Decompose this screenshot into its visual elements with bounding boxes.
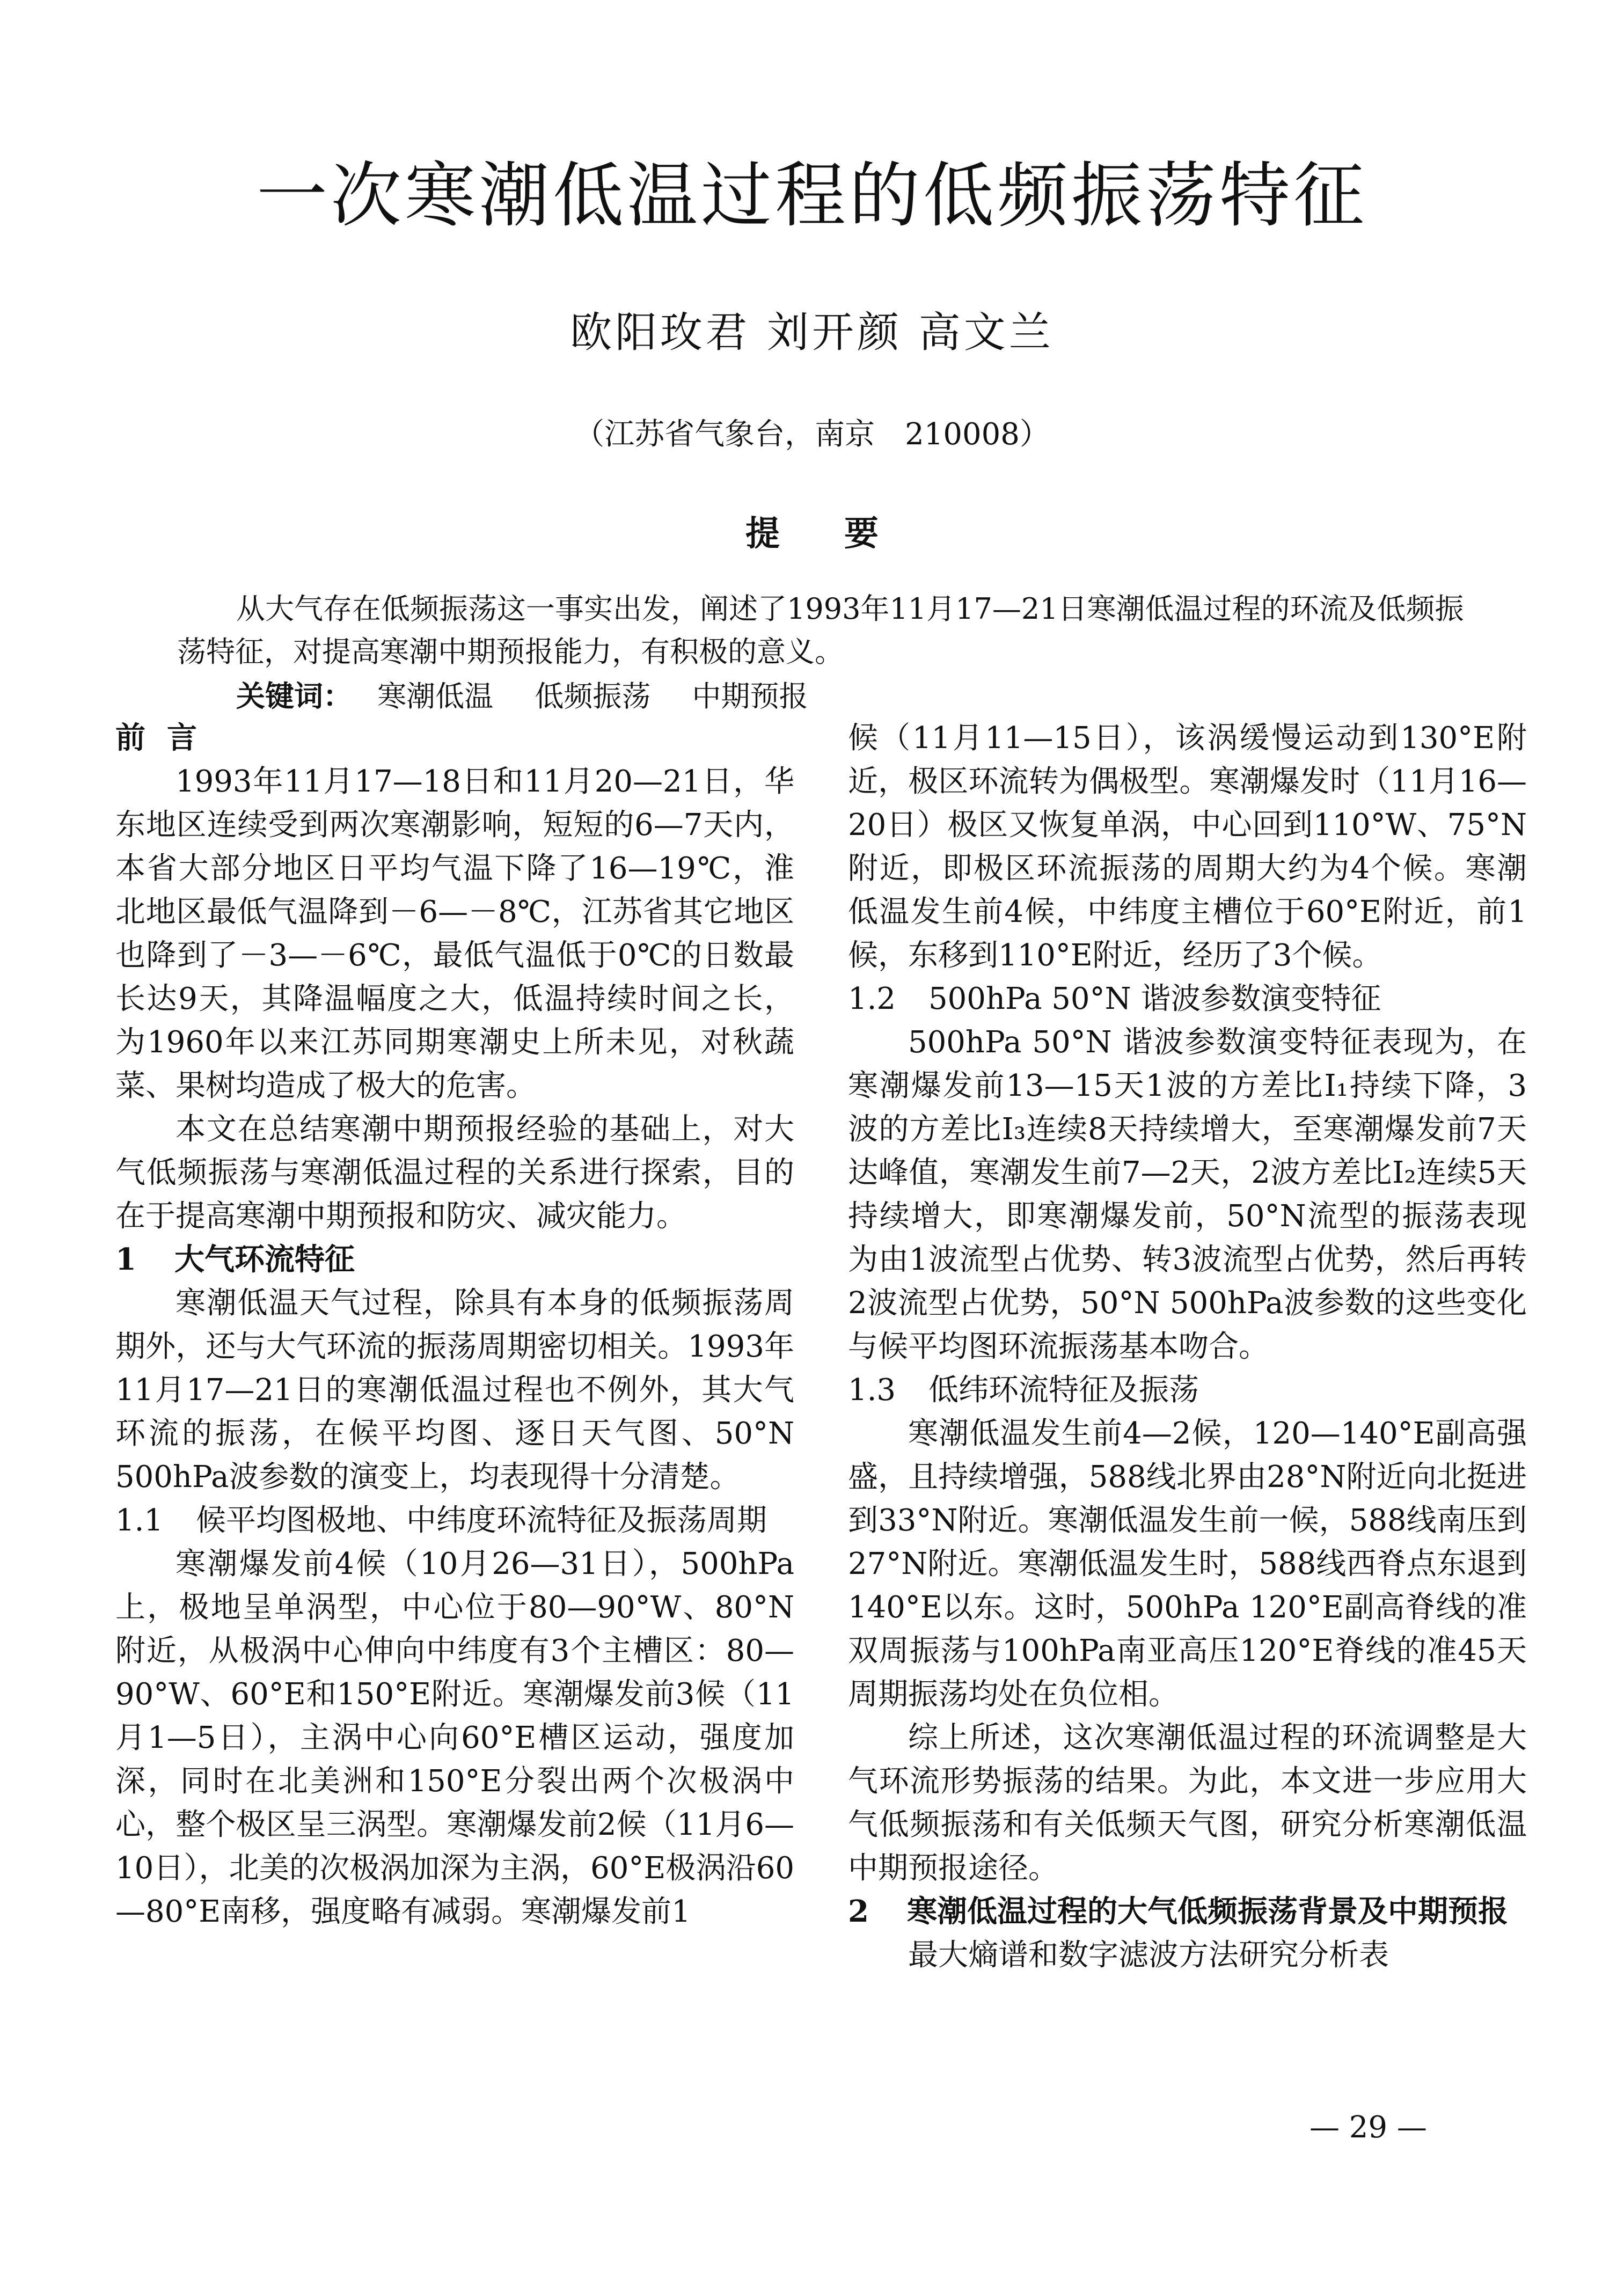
section-title: 大气环流特征 [174,1242,355,1277]
body-paragraph: 1993年11月17—18日和11月20—21日，华东地区连续受到两次寒潮影响，短短的6—7天内，本省大部分地区日平均气温下降了16—19℃，淮北地区最低气温降到－6—－8℃，江苏省其它地区也降到了－3—－6℃，最低气温低于0℃的日数最长达9天，其降温幅度之大，低温持续时间之长，为1960年以来江苏同期寒潮史上所未见，对秋蔬菜、果树均造成了极大的危害。 [115,764,794,1103]
left-column [115,716,794,1933]
subsection-number: 1.3 [848,1373,896,1408]
body-paragraph: 500hPa 50°N 谐波参数演变特征表现为，在寒潮爆发前13—15天1波的方差比I₁持续下降，3波的方差比I₃连续8天持续增大，至寒潮爆发前7天达峰值，寒潮发生前7—2天，2波方差比I₂连续5天持续增大，即寒潮爆发前，50°N流型的振荡表现为由1波流型占优势、转3波流型占优势，然后再转2波流型占优势，50°N 500hPa波参数的这些变化与候平均图环流振荡基本吻合。 [848,1025,1527,1364]
subsection-title: 候平均图极地、中纬度环流特征及振荡周期 [196,1503,767,1538]
section-heading [848,1890,1527,1933]
keyword: 寒潮低温 [377,679,494,713]
section-heading [115,1238,794,1281]
subsection-heading [115,1499,794,1542]
affiliation: （江苏省气象台，南京 210008） [574,417,1050,452]
keyword: 中期预报 [692,679,808,713]
authors: 欧阳玫君 刘开颜 高文兰 [570,309,1054,357]
section-number: 2 [848,1894,869,1929]
body-paragraph: 寒潮低温发生前4—2候，120—140°E副高强盛，且持续增强，588线北界由28°N附近向北挺进到33°N附近。寒潮低温发生前一候，588线南压到27°N附近。寒潮低温发生时，588线西脊点东退到140°E以东。这时，500hPa 120°E副高脊线的准双周振荡与100hPa南亚高压120°E脊线的准45天周期振荡均处在负位相。 [848,1416,1527,1712]
subsection-title: 低纬环流特征及振荡 [928,1373,1199,1408]
body-paragraph: 最大熵谱和数字滤波方法研究分析表 [908,1938,1389,1973]
section-title: 寒潮低温过程的大气低频振荡背景及中期预报 [907,1894,1508,1929]
paper-title: 一次寒潮低温过程的低频振荡特征 [257,155,1367,237]
keywords-label: 关键词： [236,679,352,713]
body-paragraph: 本文在总结寒潮中期预报经验的基础上，对大气低频振荡与寒潮低温过程的关系进行探索，目的在于提高寒潮中期预报和防灾、减灾能力。 [115,1112,794,1234]
subsection-number: 1.2 [848,981,896,1016]
right-column [848,716,1527,1977]
subsection-number: 1.1 [115,1503,164,1538]
section-number: 1 [115,1242,136,1277]
subsection-heading [848,1368,1527,1412]
body-paragraph: 寒潮爆发前4候（10月26—31日），500hPa上，极地呈单涡型，中心位于80—90°W、80°N附近，从极涡中心伸向中纬度有3个主槽区：80—90°W、60°E和150°E附近。寒潮爆发前3候（11月1—5日），主涡中心向60°E槽区运动，强度加深，同时在北美洲和150°E分裂出两个次极涡中心，整个极区呈三涡型。寒潮爆发前2候（11月6—10日），北美的次极涡加深为主涡，60°E极涡沿60—80°E南移，强度略有减弱。寒潮爆发前1 [115,1547,794,1929]
subsection-title: 500hPa 50°N 谐波参数演变特征 [928,981,1381,1016]
subsection-heading [848,977,1527,1021]
body-paragraph: 寒潮低温天气过程，除具有本身的低频振荡周期外，还与大气环流的振荡周期密切相关。1993年11月17—21日的寒潮低温过程也不例外，其大气环流的振荡，在候平均图、逐日天气图、50°N 500hPa波参数的演变上，均表现得十分清楚。 [115,1286,794,1495]
page-number: — 29 — [1310,2110,1427,2145]
abstract-text: 从大气存在低频振荡这一事实出发，阐述了1993年11月17—21日寒潮低温过程的环流及低频振荡特征，对提高寒潮中期预报能力，有积极的意义。 [177,592,1464,669]
abstract-block [177,588,1465,718]
keyword: 低频振荡 [535,679,651,713]
body-paragraph: 候（11月11—15日），该涡缓慢运动到130°E附近，极区环流转为偶极型。寒潮爆发时（11月16—20日）极区又恢复单涡，中心回到110°W、75°N附近，即极区环流振荡的周期大约为4个候。寒潮低温发生前4候，中纬度主槽位于60°E附近，前1候，东移到110°E附近，经历了3个候。 [848,721,1527,973]
abstract-heading: 提要 [745,514,943,554]
foreword-heading: 前言 [115,720,218,756]
body-paragraph: 综上所述，这次寒潮低温过程的环流调整是大气环流形势振荡的结果。为此，本文进一步应用大气低频振荡和有关低频天气图，研究分析寒潮低温中期预报途径。 [848,1720,1527,1886]
keywords-line [177,675,1465,718]
